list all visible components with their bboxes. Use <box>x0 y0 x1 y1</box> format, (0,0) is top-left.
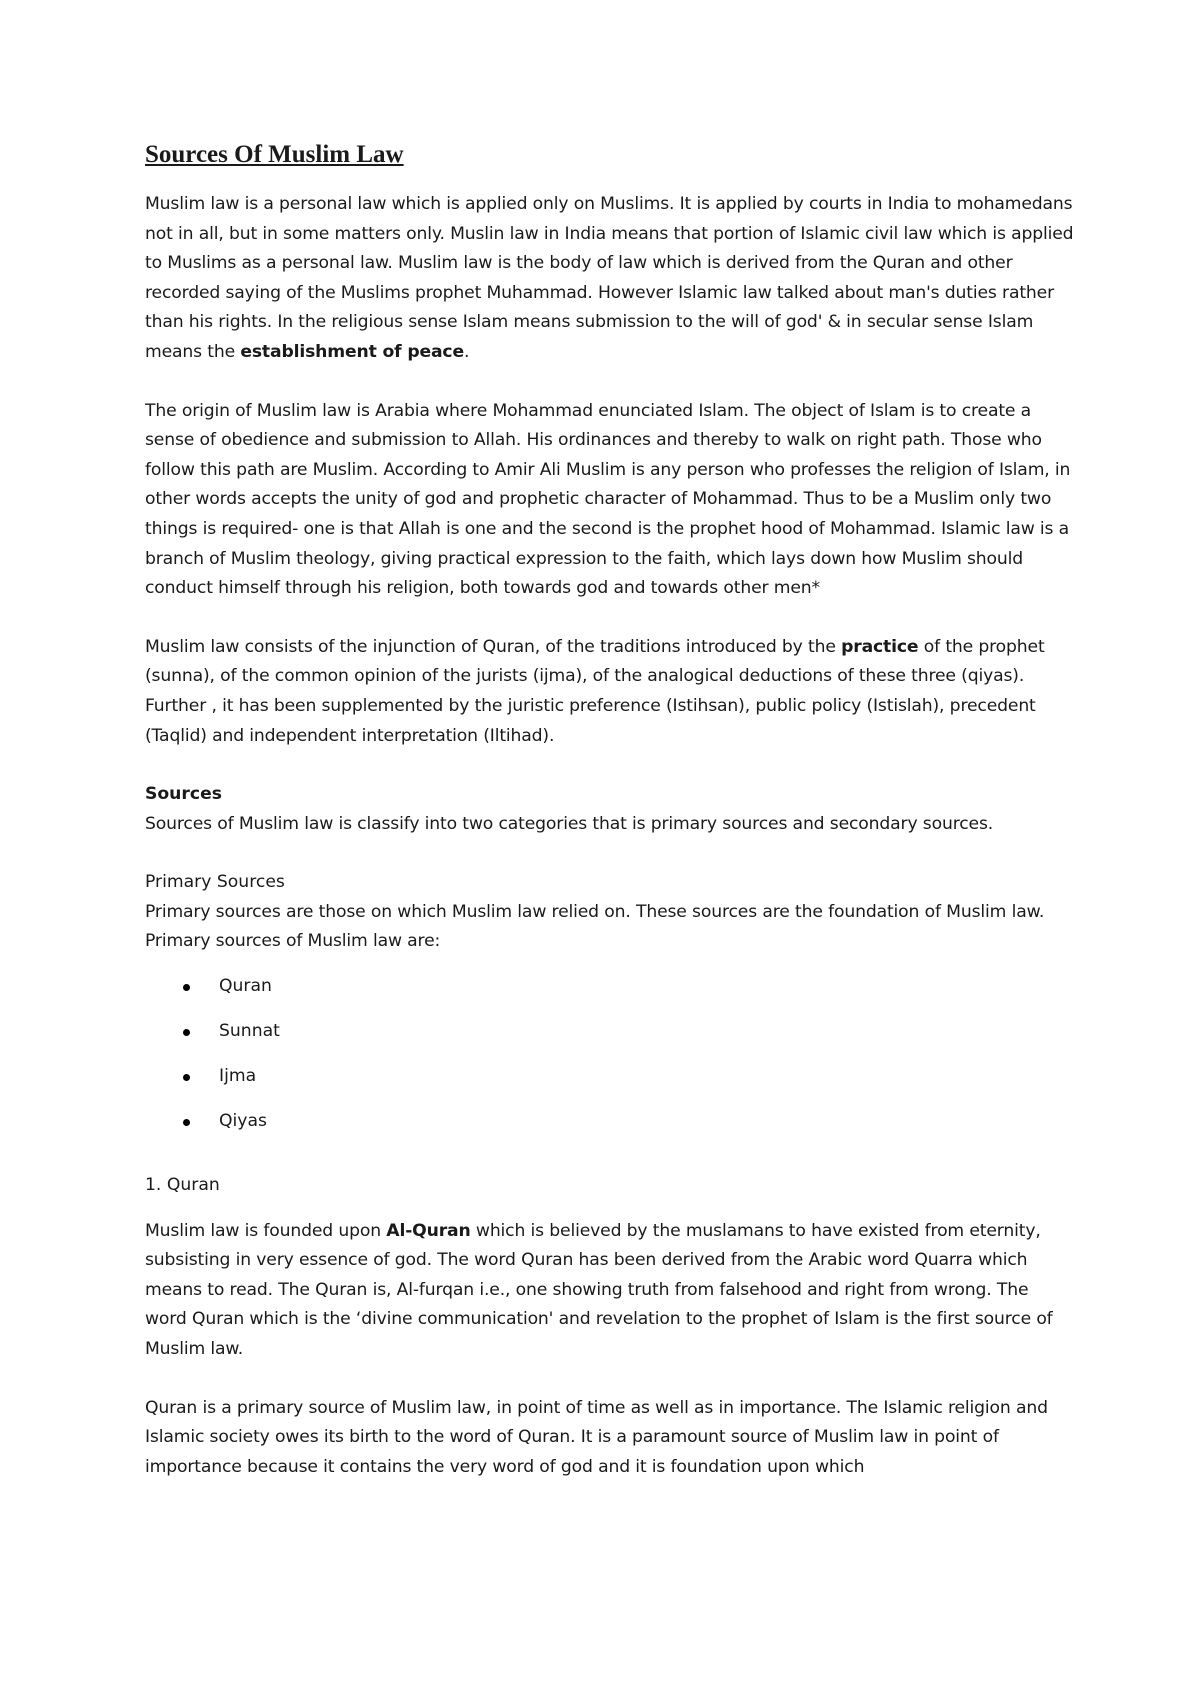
list-item <box>145 1017 1075 1047</box>
intro-bold-text: establishment of peace <box>240 341 464 362</box>
origin-paragraph: The origin of Muslim law is Arabia where Mohammad enunciated Islam. The object of Islam is to create a sense of obedience and submission to Allah. His ordinances and thereby to walk on right path. Those who follow this path are Muslim. According to Amir Ali Muslim is any person who professes the religion of Islam, in other words accepts the unity of god and prophetic character of Mohammad. Thus to be a Muslim only two things is required- one is that Allah is one and the second is the prophet hood of Mohammad. Islamic law is a branch of Muslim theology, giving practical expression to the faith, which lays down how Muslim should conduct himself through his religion, both towards god and towards other men* <box>145 400 1071 599</box>
quran-p1-before: Muslim law is founded upon <box>145 1220 387 1241</box>
list-item-label: Sunnat <box>219 1021 280 1042</box>
consists-paragraph <box>145 633 1075 751</box>
primary-sources-paragraph: Primary sources are those on which Muslim law relied on. These sources are the foundation of Muslim law. Primary sources of Muslim law are: <box>145 901 1045 952</box>
list-item <box>145 1062 1075 1092</box>
quran-heading: 1. Quran <box>145 1174 220 1195</box>
quran-p1-after: which is believed by the muslamans to have existed from eternity, subsisting in very essence of god. The word Quran has been derived from the Arabic word Quarra which means to read. The Quran is, Al-furqan i.e., one showing truth from falsehood and right from wrong. The word Quran which is the ‘divine communication' and revelation to the prophet of Islam is the first source of Muslim law. <box>145 1220 1053 1359</box>
bullet-icon <box>183 1119 190 1126</box>
document-page <box>145 140 1075 1511</box>
intro-paragraph <box>145 190 1075 368</box>
quran-paragraph-2: Quran is a primary source of Muslim law, in point of time as well as in importance. The Islamic religion and Islamic society owes its birth to the word of Quran. It is a paramount source of Muslim law in point of importance because it contains the very word of god and it is foundation upon which <box>145 1397 1048 1477</box>
bullet-icon <box>183 1074 190 1081</box>
bullet-icon <box>183 1029 190 1036</box>
bullet-icon <box>183 984 190 991</box>
list-item-label: Ijma <box>219 1066 257 1087</box>
consists-bold-text: practice <box>841 636 919 657</box>
intro-end: . <box>463 341 470 362</box>
intro-text: Muslim law is a personal law which is applied only on Muslims. It is applied by courts in India to mohamedans not in all, but in some matters only. Muslin law in India means that portion of Islamic civil law which is applied to Muslims as a personal law. Muslim law is the body of law which is derived from the Quran and other recorded saying of the Muslims prophet Muhammad. However Islamic law talked about man's duties rather than his rights. In the religious sense Islam means submission to the will of god' & in secular sense Islam means the <box>145 194 1074 362</box>
list-item <box>145 972 1075 1002</box>
list-item-label: Quran <box>219 976 272 997</box>
primary-sources-list <box>145 972 1075 1137</box>
page-title: Sources Of Muslim Law <box>145 141 404 168</box>
consists-after: of the prophet (sunna), of the common opinion of the jurists (ijma), of the analogical deductions of these three (qiyas). Further , it has been supplemented by the juristic preference (Istihsan), public policy (Istislah), precedent (Taqlid) and independent interpretation (Iltihad). <box>145 636 1045 746</box>
quran-p1-bold-text: Al-Quran <box>386 1220 471 1241</box>
primary-sources-heading: Primary Sources <box>145 872 285 893</box>
quran-paragraph-1 <box>145 1217 1075 1365</box>
consists-before: Muslim law consists of the injunction of Quran, of the traditions introduced by the <box>145 636 842 657</box>
list-item-label: Qiyas <box>219 1111 267 1132</box>
list-item <box>145 1107 1075 1137</box>
sources-paragraph: Sources of Muslim law is classify into two categories that is primary sources and secondary sources. <box>145 813 994 834</box>
sources-heading: Sources <box>145 784 222 805</box>
